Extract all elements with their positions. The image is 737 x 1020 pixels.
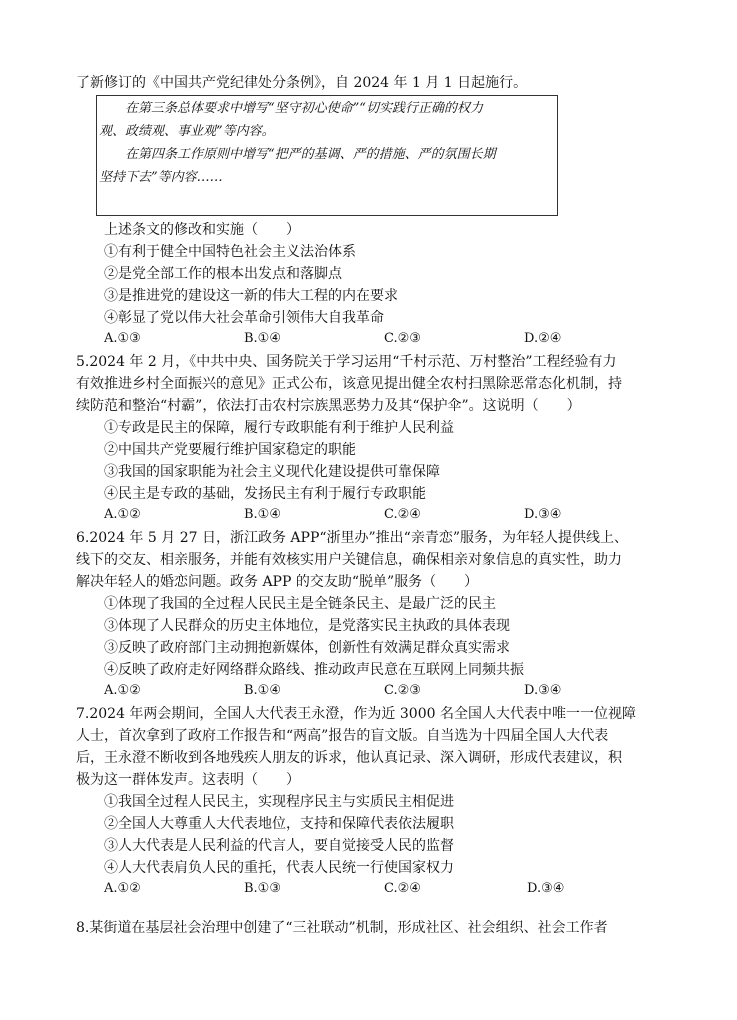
q7-item: ③人大代表是人民利益的代言人，要自觉接受人民的监督 — [104, 838, 454, 854]
q6-stem: 线下的交友、相亲服务，并能有效核实用户关键信息，确保相亲对象信息的真实性，助力 — [76, 552, 622, 568]
q6-item: ③反映了政府部门主动拥抱新媒体，创新性有效满足群众真实需求 — [104, 640, 510, 656]
q6-option-c[interactable]: C.②③ — [384, 683, 421, 698]
q7-option-c[interactable]: C.②④ — [384, 881, 421, 896]
q7-stem: 7.2024 年两会期间，全国人大代表王永澄，作为近 3000 名全国人大代表中唯一一位视障 — [76, 706, 636, 722]
q6-item: ③体现了人民群众的历史主体地位，是党落实民主执政的具体表现 — [104, 618, 510, 634]
q5-stem: 有效推进乡村全面振兴的意见》正式公布，该意见提出健全农村扫黑除恶常态化机制，持 — [76, 376, 622, 392]
q5-item: ③我国的国家职能为社会主义现代化建设提供可靠保障 — [104, 464, 440, 480]
q5-option-d[interactable]: D.③④ — [524, 507, 562, 522]
intro-line: 了新修订的《中国共产党纪律处分条例》，自 2024 年 1 月 1 日起施行。 — [76, 75, 528, 91]
q6-option-b[interactable]: B.①④ — [244, 683, 281, 698]
q5-item: ①专政是民主的保障，履行专政职能有利于维护人民利益 — [104, 420, 454, 436]
box-line: 在第三条总体要求中增写“坚守初心使命”“切实践行正确的权力 — [125, 101, 483, 116]
q5-stem: 续防范和整治“村霸”，依法打击农村宗族黑恶势力及其“保护伞”。这说明（ ） — [76, 398, 581, 414]
box-line: 在第四条工作原则中增写“把严的基调、严的措施、严的氛围长期 — [125, 147, 496, 162]
q7-item: ④人大代表肩负人民的重托，代表人民统一行使国家权力 — [104, 860, 454, 876]
q6-item: ①体现了我国的全过程人民民主是全链条民主、是最广泛的民主 — [104, 596, 496, 612]
q5-option-b[interactable]: B.①④ — [244, 507, 281, 522]
q6-stem: 6.2024 年 5 月 27 日，浙江政务 APP“浙里办”推出“亲青恋”服务，为年轻人提供线上、 — [76, 530, 628, 546]
q7-option-b[interactable]: B.①③ — [244, 881, 281, 896]
q4-item: ①有利于健全中国特色社会主义法治体系 — [104, 244, 356, 260]
q5-option-a[interactable]: A.①② — [104, 507, 141, 522]
q6-stem: 解决年轻人的婚恋问题。政务 APP 的交友助“脱单”服务（ ） — [76, 574, 479, 590]
q6-option-d[interactable]: D.③④ — [524, 683, 562, 698]
q4-stem: 上述条文的修改和实施（ ） — [104, 222, 300, 238]
q7-option-a[interactable]: A.①② — [104, 881, 141, 896]
box-line: 坚持下去”等内容…… — [99, 170, 223, 185]
q5-option-c[interactable]: C.②④ — [384, 507, 421, 522]
q4-item: ④彰显了党以伟大社会革命引领伟大自我革命 — [104, 310, 384, 326]
q6-item: ④反映了政府走好网络群众路线、推动政声民意在互联网上同频共振 — [104, 662, 524, 678]
box-line: 观、政绩观、事业观”等内容。 — [99, 124, 275, 139]
q8-stem: 8.某街道在基层社会治理中创建了“三社联动”机制，形成社区、社会组织、社会工作者 — [76, 920, 608, 936]
q7-item: ①我国全过程人民民主，实现程序民主与实质民主相促进 — [104, 794, 454, 810]
q4-option-d[interactable]: D.②④ — [524, 331, 562, 346]
q5-stem: 5.2024 年 2 月，《中共中央、国务院关于学习运用“千村示范、万村整治”工程经验有力 — [76, 354, 617, 370]
q4-item: ③是推进党的建设这一新的伟大工程的内在要求 — [104, 288, 398, 304]
q7-item: ②全国人大尊重人大代表地位，支持和保障代表依法履职 — [104, 816, 454, 832]
q5-item: ④民主是专政的基础，发扬民主有利于履行专政职能 — [104, 486, 426, 502]
q7-stem: 后，王永澄不断收到各地残疾人朋友的诉求，他认真记录、深入调研，形成代表建议，积 — [76, 750, 622, 766]
quoted-provisions-box — [96, 95, 558, 216]
q5-item: ②中国共产党要履行维护国家稳定的职能 — [104, 442, 356, 458]
q7-stem: 极为这一群体发声。这表明（ ） — [76, 772, 300, 788]
q6-option-a[interactable]: A.①② — [104, 683, 141, 698]
q4-option-b[interactable]: B.①④ — [244, 331, 281, 346]
q4-option-a[interactable]: A.①③ — [104, 331, 141, 346]
q4-item: ②是党全部工作的根本出发点和落脚点 — [104, 266, 342, 282]
q4-option-c[interactable]: C.②③ — [384, 331, 421, 346]
q7-option-d[interactable]: D.③④ — [527, 881, 565, 896]
q7-stem: 人士，首次拿到了政府工作报告和“两高”报告的盲文版。自当选为十四届全国人大代表 — [76, 728, 609, 744]
